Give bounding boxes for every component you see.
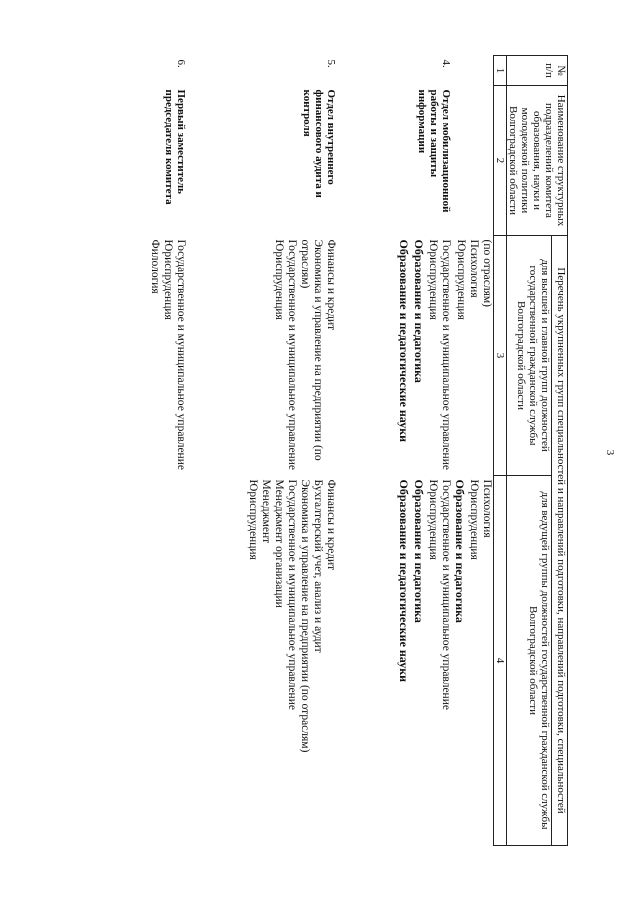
- specialty-item: Государственное и муниципальное управление: [286, 239, 298, 470]
- column-number-2: 2: [494, 86, 507, 236]
- unit-name: Отдел внутреннего финансового аудита и контроля: [301, 89, 337, 198]
- specialty-item: Образование и педагогические науки: [397, 239, 411, 443]
- specialty-item: Юриспруденция: [427, 479, 439, 560]
- unit-name: Первый заместитель председателя комитета: [163, 89, 187, 205]
- specialty-item: Образование и педагогика: [412, 239, 426, 383]
- leading-group-specialties: [187, 476, 337, 846]
- table-row: [187, 56, 337, 846]
- specialty-item: Образование и педагогика: [412, 479, 426, 623]
- specialty-list: [396, 480, 452, 842]
- table-header-row-1: [552, 56, 568, 846]
- specialty-list: [272, 240, 337, 472]
- table-row: [452, 56, 494, 846]
- specialty-item: Образование и педагогика: [453, 479, 467, 623]
- specialty-item: Юриспруденция: [273, 239, 285, 320]
- unit-name: [452, 86, 494, 236]
- row-number: [452, 56, 494, 86]
- header-specialties-list: Перечень укрупненных групп специальностей и направлений подготовки, направлений подготовки, специальностей: [552, 236, 568, 846]
- specialty-item: Экономика и управление на предприятии (по отраслям): [299, 239, 324, 461]
- unit-name: Отдел мобилизационной работы и защиты информации: [416, 89, 452, 213]
- specialty-item: Экономика и управление на предприятии (по отраслям): [299, 479, 311, 753]
- specialty-item: Филология: [149, 239, 161, 294]
- specialty-item: Менеджмент организации: [273, 479, 285, 608]
- specialty-item: Юриспруденция: [427, 239, 439, 320]
- specialty-list: [396, 240, 452, 472]
- specialty-item: Юриспруденция: [455, 239, 467, 320]
- rotated-page: [35, 25, 620, 880]
- row-number: 6.: [175, 59, 187, 68]
- specialty-item: Менеджмент: [260, 479, 272, 544]
- specialty-item: Образование и педагогические науки: [397, 479, 411, 683]
- higher-group-specialties: [148, 236, 187, 476]
- specialty-item: Юриспруденция: [247, 479, 259, 560]
- page-number: 3: [604, 449, 616, 456]
- higher-group-specialties: [337, 236, 452, 476]
- header-higher-group: для высшей и главной групп должностей государственной гражданской службы Волгоградской области: [507, 236, 552, 476]
- specialties-table: [148, 55, 568, 846]
- specialty-item: Психология: [481, 479, 493, 538]
- table-body: [148, 56, 494, 846]
- specialty-item: Государственное и муниципальное управление: [440, 479, 452, 710]
- row-number: 5.: [325, 59, 337, 68]
- column-number-1: 1: [494, 56, 507, 86]
- specialty-item: Бухгалтерский учет, анализ и аудит: [312, 479, 324, 653]
- table-row: [148, 56, 187, 846]
- specialty-item: Финансы и кредит: [325, 479, 337, 571]
- leading-group-specialties: [148, 476, 187, 846]
- leading-group-specialties: [452, 476, 494, 846]
- specialty-list: [246, 480, 337, 842]
- specialty-item: Психология: [468, 239, 480, 298]
- specialty-list: [452, 480, 493, 842]
- column-number-3: 3: [494, 236, 507, 476]
- header-leading-group: для ведущей группы должностей государственной гражданской службы Волгоградской области: [507, 476, 552, 846]
- leading-group-specialties: [337, 476, 452, 846]
- specialty-list: [148, 240, 187, 472]
- specialty-item: Государственное и муниципальное управление: [286, 479, 298, 710]
- higher-group-specialties: [187, 236, 337, 476]
- specialty-item: Финансы и кредит: [325, 239, 337, 331]
- specialty-item: (по отраслям): [481, 239, 493, 307]
- specialty-item: Государственное и муниципальное управление: [440, 239, 452, 470]
- header-unit-name: Наименование структурных подразделений комитета образования, науки и молодежной политики Волгоградской области: [507, 86, 568, 236]
- column-number-4: 4: [494, 476, 507, 846]
- specialty-item: Государственное и муниципальное управление: [175, 239, 187, 470]
- higher-group-specialties: [452, 236, 494, 476]
- specialty-list: [454, 240, 493, 472]
- column-number-row: [494, 56, 507, 846]
- header-number: № п/п: [507, 56, 568, 86]
- specialty-item: Юриспруденция: [468, 479, 480, 560]
- row-number: 4.: [440, 59, 452, 68]
- table-row: [337, 56, 452, 846]
- specialty-item: Юриспруденция: [162, 239, 174, 320]
